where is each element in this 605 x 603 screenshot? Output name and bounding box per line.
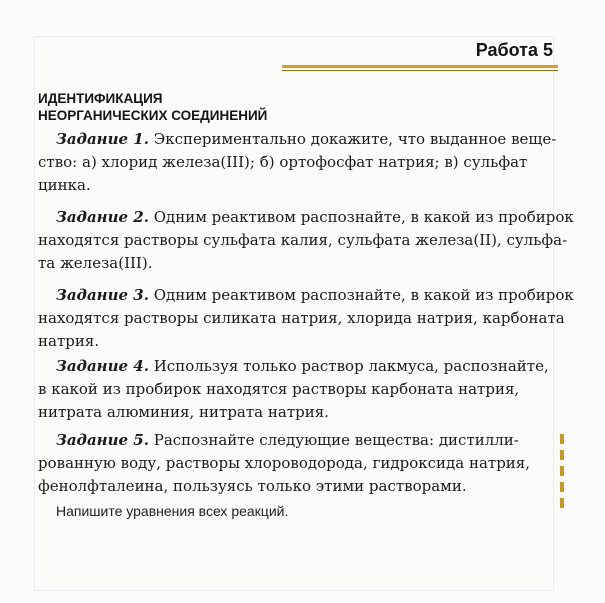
margin-marker [560,434,564,512]
task-line: та железа(III). [38,254,153,272]
task-line: фенолфталеина, пользуясь только этими растворами. [38,477,467,495]
task-lead: Задание 3. [56,286,149,304]
task-lead: Задание 5. [56,431,149,449]
task-line: в какой из пробирок находятся растворы карбоната натрия, [38,380,520,398]
task-lead: Задание 2. [56,208,149,226]
heading-line-2: НЕОРГАНИЧЕСКИХ СОЕДИНЕНИЙ [38,108,268,123]
task-line: находятся растворы силиката натрия, хлорида натрия, карбоната [38,309,565,327]
task-line: находятся растворы сульфата калия, сульфата железа(II), сульфа- [38,231,568,249]
task-4 [38,355,558,424]
task-5 [38,429,558,498]
task-line [56,429,558,452]
title-underline [282,65,558,68]
task-line: натрия. [38,332,100,350]
heading-line-1: ИДЕНТИФИКАЦИЯ [38,91,163,106]
task-lead: Задание 1. [56,130,149,148]
task-line: рованную воду, растворы хлороводорода, гидроксида натрия, [38,454,531,472]
task-line [56,206,574,229]
task-1 [38,128,558,197]
task-text: Одним реактивом распознайте, в какой из пробирок [148,286,574,304]
task-line [56,355,558,378]
footnote: Напишите уравнения всех реакций. [56,503,289,519]
task-line: ство: а) хлорид железа(III); б) ортофосфат натрия; в) сульфат [38,153,528,171]
task-2 [38,206,574,275]
task-line: нитрата алюминия, нитрата натрия. [38,403,329,421]
task-3 [38,284,574,353]
task-text: Одним реактивом распознайте, в какой из пробирок [148,208,574,226]
task-text: Используя только раствор лакмуса, распознайте, [148,357,549,375]
task-line: цинка. [38,176,91,194]
title-underline-thin [282,70,558,71]
task-line [56,284,574,307]
task-text: Распознайте следующие вещества: дистилли- [148,431,519,449]
section-heading [38,90,267,124]
task-lead: Задание 4. [56,357,149,375]
task-text: Экспериментально докажите, что выданное веще- [148,130,557,148]
work-title: Работа 5 [475,40,553,60]
task-line [56,128,558,151]
